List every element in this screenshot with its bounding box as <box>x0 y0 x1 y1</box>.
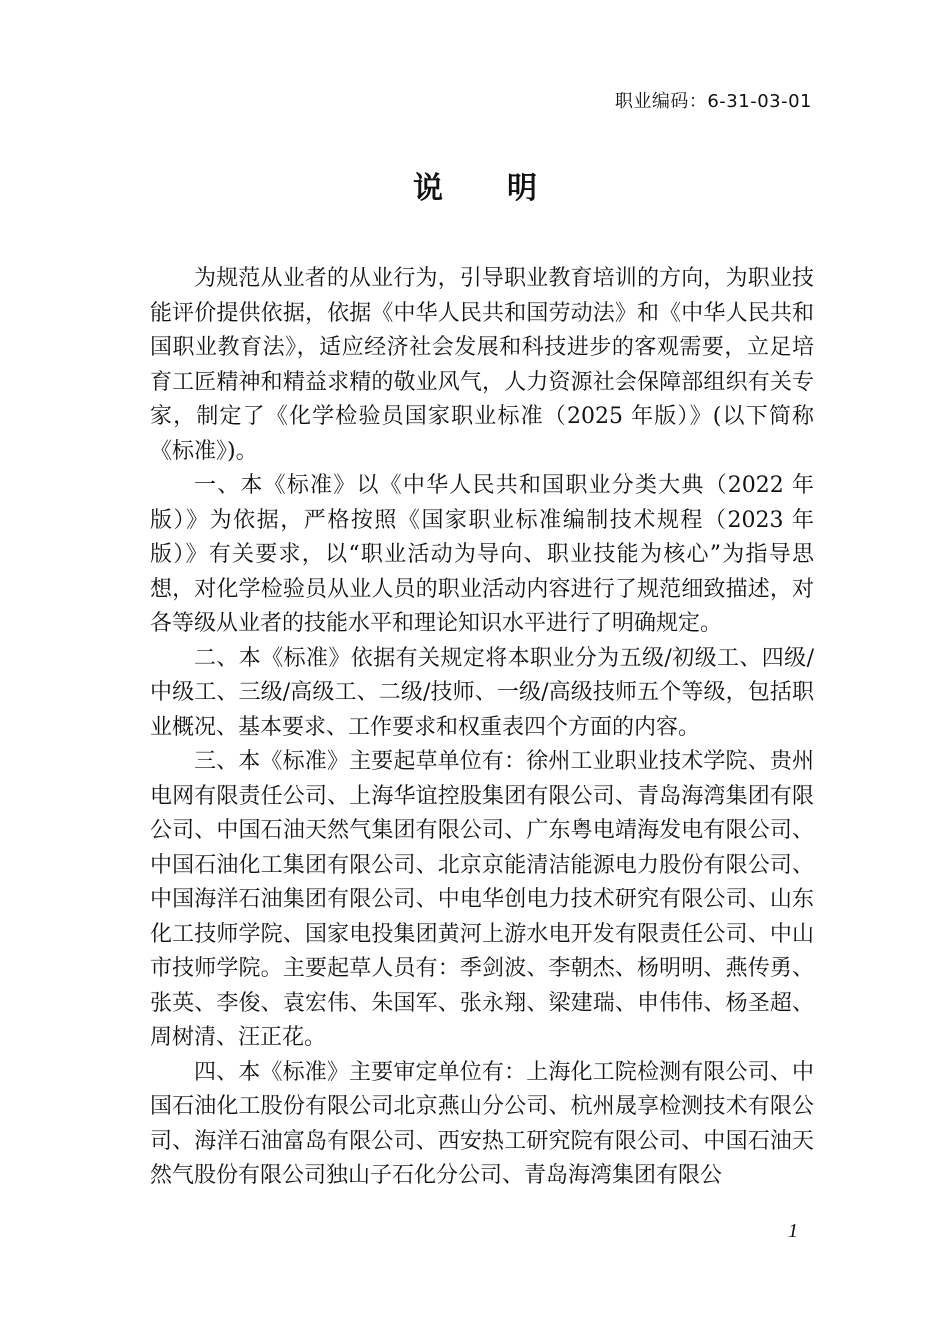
occupation-code: 职业编码：6-31-03-01 <box>614 91 812 112</box>
page-number: 1 <box>788 1220 798 1242</box>
page-title: 说明 <box>413 171 601 206</box>
paragraph-4: 四、本《标准》主要审定单位有：上海化工院检测有限公司、中国石油化工股份有限公司北京燕山分公司、杭州晟享检测技术有限公司、海洋石油富岛有限公司、西安热工研究院有限公司、中国石油天然气股份有限公司独山子石化分公司、青岛海湾集团有限公 <box>150 1059 814 1188</box>
document-body <box>150 262 814 1194</box>
paragraph-1: 一、本《标准》以《中华人民共和国职业分类大典（2022 年版）》为依据，严格按照《国家职业标准编制技术规程（2023 年版）》有关要求，以“职业活动为导向、职业技能为核心”为指导思想，对化学检验员从业人员的职业活动内容进行了规范细致描述，对各等级从业者的技能水平和理论知识水平进行了明确规定。 <box>150 473 814 636</box>
paragraph-2: 二、本《标准》依据有关规定将本职业分为五级/初级工、四级/中级工、三级/高级工、二级/技师、一级/高级技师五个等级，包括职业概况、基本要求、工作要求和权重表四个方面的内容。 <box>150 645 814 740</box>
paragraph-3: 三、本《标准》主要起草单位有：徐州工业职业技术学院、贵州电网有限责任公司、上海华谊控股集团有限公司、青岛海湾集团有限公司、中国石油天然气集团有限公司、广东粤电靖海发电有限公司、中国石油化工集团有限公司、北京京能清洁能源电力股份有限公司、中国海洋石油集团有限公司、中电华创电力技术研究有限公司、山东化工技师学院、国家电投集团黄河上游水电开发有限责任公司、中山市技师学院。主要起草人员有：季剑波、李朝杰、杨明明、燕传勇、张英、李俊、袁宏伟、朱国军、张永翔、梁建瑞、申伟伟、杨圣超、周树清、汪正花。 <box>150 749 814 1050</box>
paragraph-intro: 为规范从业者的从业行为，引导职业教育培训的方向，为职业技能评价提供依据，依据《中华人民共和国劳动法》和《中华人民共和国职业教育法》，适应经济社会发展和科技进步的客观需要，立足培育工匠精神和精益求精的敬业风气，人力资源社会保障部组织有关专家，制定了《化学检验员国家职业标准（2025 年版）》(以下简称《标准》)。 <box>150 266 814 464</box>
